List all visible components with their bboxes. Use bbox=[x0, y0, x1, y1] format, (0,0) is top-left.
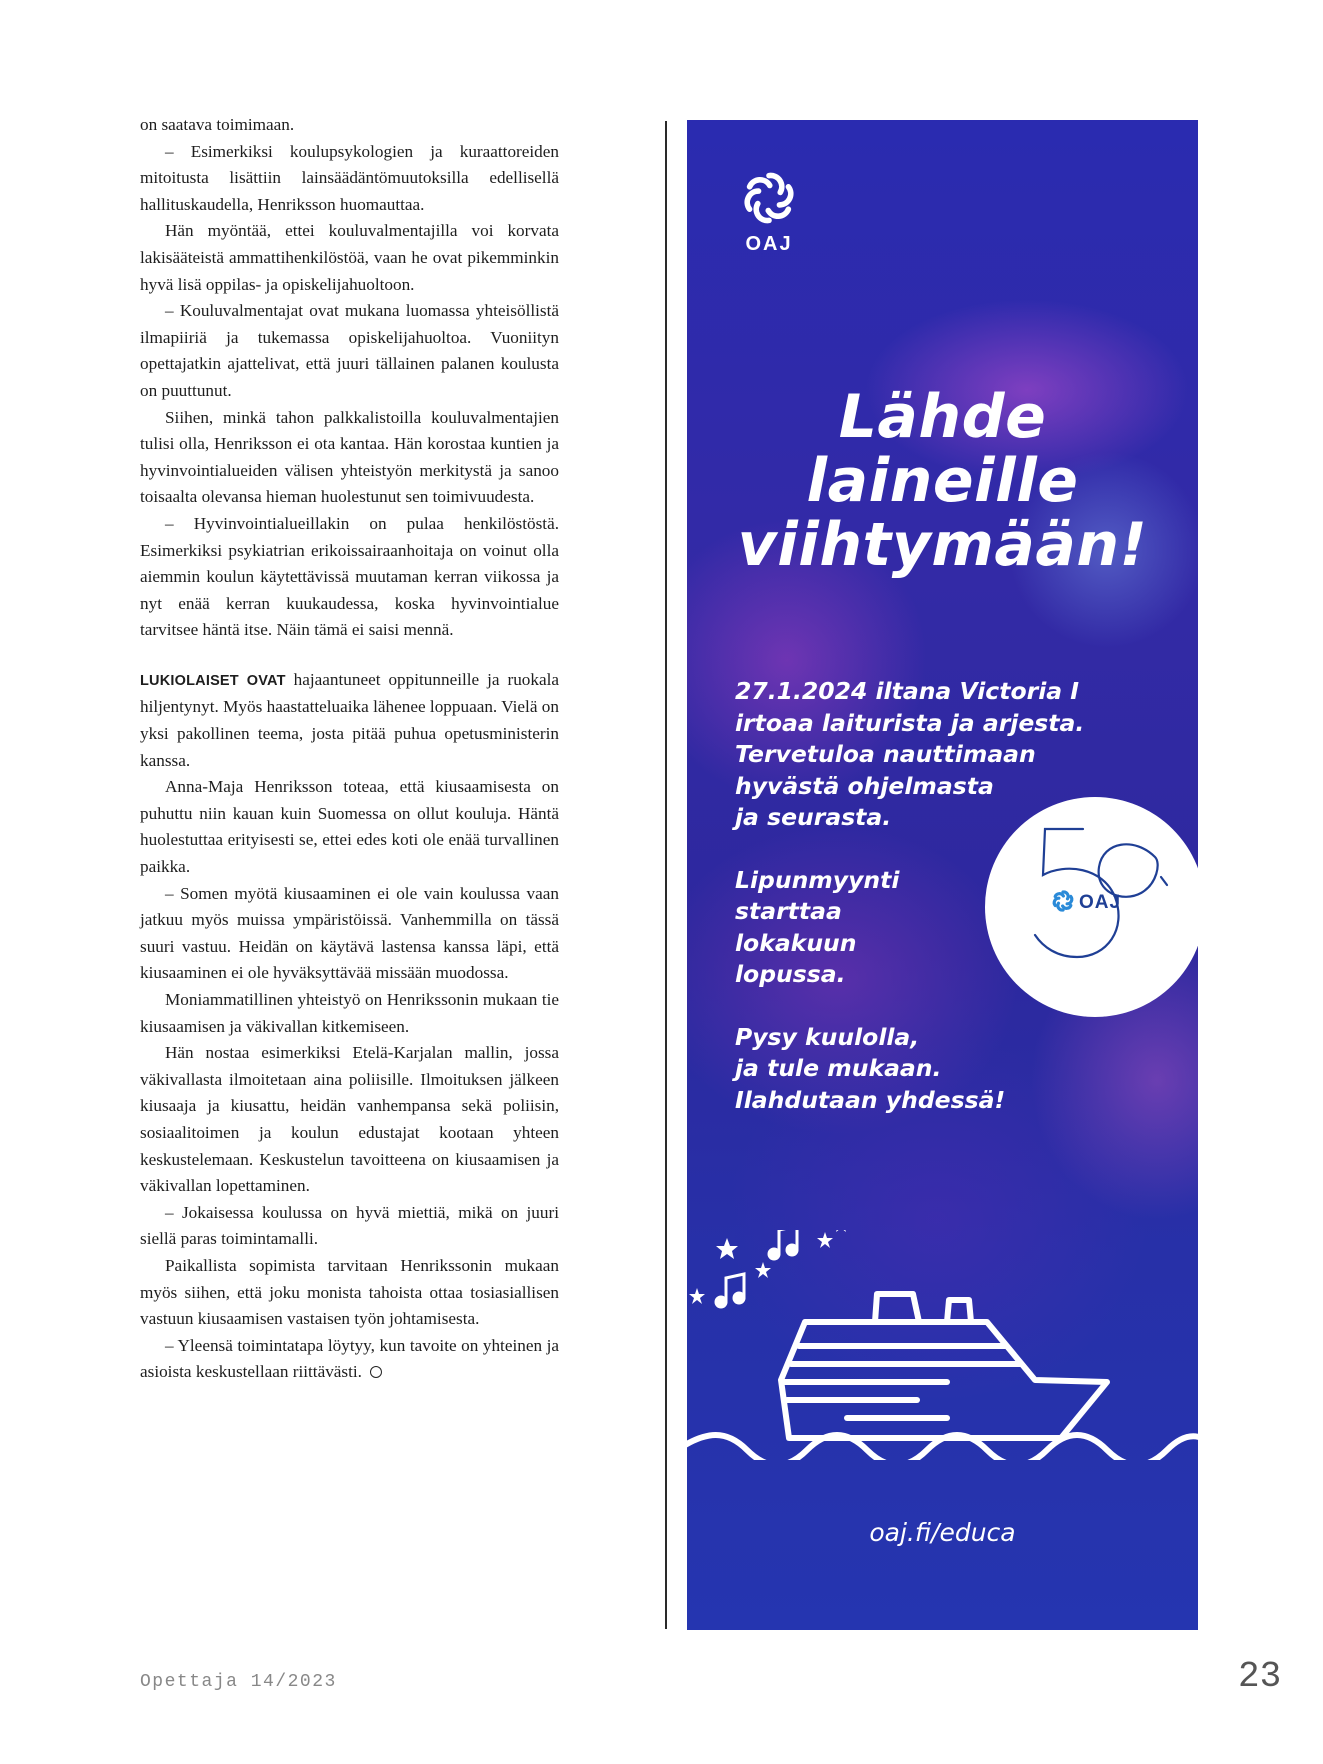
star-icon bbox=[817, 1232, 833, 1248]
article-paragraph: Hän myöntää, ettei kouluvalmentajilla voi korvata lakisääteistä ammattihenkilöstöä, vaan he ovat pikemminkin hyvä lisä oppilas- ja opiskelijahuoltoon. bbox=[140, 221, 559, 294]
final-paragraph-text: – Yleensä toimintatapa löytyy, kun tavoite on yhteinen ja asioista keskustellaan riittävästi. bbox=[140, 1335, 559, 1382]
ad-line: hyvästä ohjelmasta bbox=[735, 771, 994, 800]
oaj-50-badge bbox=[985, 797, 1198, 1017]
ad-line: lokakuun bbox=[735, 928, 857, 957]
anniversary-50-icon bbox=[985, 797, 1198, 1017]
article-paragraph: – Jokaisessa koulussa on hyvä miettiä, mikä on juuri siellä paras toimintamalli. bbox=[140, 1202, 559, 1249]
star-icon bbox=[716, 1238, 738, 1259]
oaj-swirl-icon bbox=[734, 170, 804, 226]
oaj-logo-text: OAJ bbox=[745, 233, 793, 255]
badge-logo-text: OAJ bbox=[1079, 892, 1122, 913]
star-icon bbox=[689, 1288, 705, 1304]
article-paragraph: – Somen myötä kiusaaminen ei ole vain koulussa vaan jatkuu myös muissa ympäristöissä. Vanhemmilla on tässä suuri vastuu. Heidän on käytävä lastensa kanssa läpi, että kiusaaminen ei ole hyväksyttävää missään muodossa. bbox=[140, 883, 559, 983]
ad-line: ja tule mukaan. bbox=[735, 1054, 942, 1082]
article-paragraph: Siihen, minkä tahon palkkalistoilla kouluvalmentajien tulisi olla, Henriksson ei ota kantaa. Hän korostaa kuntien ja hyvinvointialueiden välisen yhteistyön merkitystä ja sanoo toisaalta olevansa hieman huolestunut sen toimivuudesta. bbox=[140, 407, 559, 507]
headline-line: viihtymään! bbox=[737, 510, 1148, 580]
ad-headline bbox=[687, 382, 1198, 580]
ad-url: oaj.fi/educa bbox=[869, 1518, 1016, 1547]
ad-line: Pysy kuulolla, bbox=[735, 1022, 920, 1051]
run-in-heading: LUKIOLAISET OVAT bbox=[140, 672, 286, 689]
article-paragraph-final bbox=[140, 1333, 559, 1386]
article-paragraph: Moniammatillinen yhteistyö on Henrikssonin mukaan tie kiusaamisen ja väkivallan kitkemiseen. bbox=[140, 990, 559, 1036]
ad-line: 27.1.2024 iltana Victoria I bbox=[735, 677, 1080, 705]
column-divider bbox=[665, 121, 667, 1629]
section-paragraph bbox=[140, 667, 559, 774]
ad-line: Tervetuloa nauttimaan bbox=[735, 740, 1036, 768]
section-paragraph-text: hajaantuneet oppitunneille ja ruokala hiljentynyt. Myös haastatteluaika lähenee loppuaan. Vielä on yksi pakollinen teema, josta pitää puhua opetusministerin kanssa. bbox=[140, 669, 560, 770]
article-paragraph: on saatava toimimaan. bbox=[140, 115, 295, 134]
star-icon bbox=[833, 1230, 849, 1232]
ad-line: starttaa bbox=[735, 897, 842, 925]
star-icon bbox=[755, 1262, 771, 1278]
article-paragraph: Anna-Maja Henriksson toteaa, että kiusaamisesta on puhuttu niin kauan kuin Suomessa on ollut kouluja. Häntä huolestuttaa erityisesti se, ettei edes koti ole enää turvallinen paikka. bbox=[140, 777, 559, 877]
oaj-logo bbox=[734, 170, 804, 256]
article-column bbox=[140, 112, 559, 1386]
end-mark-icon bbox=[370, 1366, 382, 1378]
article-paragraph: Paikallista sopimista tarvitaan Henrikssonin mukaan myös siihen, että joku monista tahoista ottaa tosiasiallisen vastuun kiusaamisen vastaisen työn johtamisesta. bbox=[140, 1255, 559, 1329]
article-paragraph: – Esimerkiksi koulupsykologien ja kuraattoreiden mitoitusta lisättiin lainsäädäntömuutoksilla edellisellä hallituskaudella, Henriksson huomauttaa. bbox=[140, 141, 559, 214]
ad-line: lopussa. bbox=[735, 960, 846, 988]
cruise-ship-illustration-icon bbox=[687, 1230, 1198, 1460]
article-paragraph: Hän nostaa esimerkiksi Etelä-Karjalan mallin, jossa väkivallasta ilmoitetaan aina poliisille. Ilmoituksen jälkeen kiusaaja ja kiusattu, heidän vanhempansa sekä poliisin, sosiaalitoimen ja koulun edustajat kootaan yhteen keskustelemaan. Keskustelun tavoitteena on kiusaamisen ja väkivallan lopettaminen. bbox=[140, 1043, 559, 1196]
article-paragraph: – Hyvinvointialueillakin on pulaa henkilöstöstä. Esimerkiksi psykiatrian erikoissairaanhoitaja on voinut olla aiemmin koulun käytettävissä muutaman kerran viikossa ja nyt enää kerran kuukaudessa, koska hyvinvointialue tarvitsee häntä itse. Näin tämä ei saisi mennä. bbox=[140, 513, 559, 640]
ad-line: Ilahdutaan yhdessä! bbox=[735, 1085, 1006, 1114]
headline-line: Lähde bbox=[838, 382, 1047, 452]
oaj-advertisement bbox=[687, 120, 1198, 1630]
ad-line: Lipunmyynti bbox=[735, 865, 900, 894]
headline-line: laineille bbox=[806, 446, 1079, 516]
article-paragraph: – Kouluvalmentajat ovat mukana luomassa yhteisöllistä ilmapiiriä ja tukemassa opiskelijahuoltoa. Vuoniityn opettajatkin ajattelivat, että juuri tällainen palanen koulusta on puuttunut. bbox=[140, 301, 559, 400]
publication-footer: Opettaja 14/2023 bbox=[140, 1672, 337, 1692]
ad-line: irtoaa laiturista ja arjesta. bbox=[735, 708, 1085, 737]
page-number: 23 bbox=[1238, 1656, 1282, 1697]
ad-line: ja seurasta. bbox=[735, 803, 892, 831]
